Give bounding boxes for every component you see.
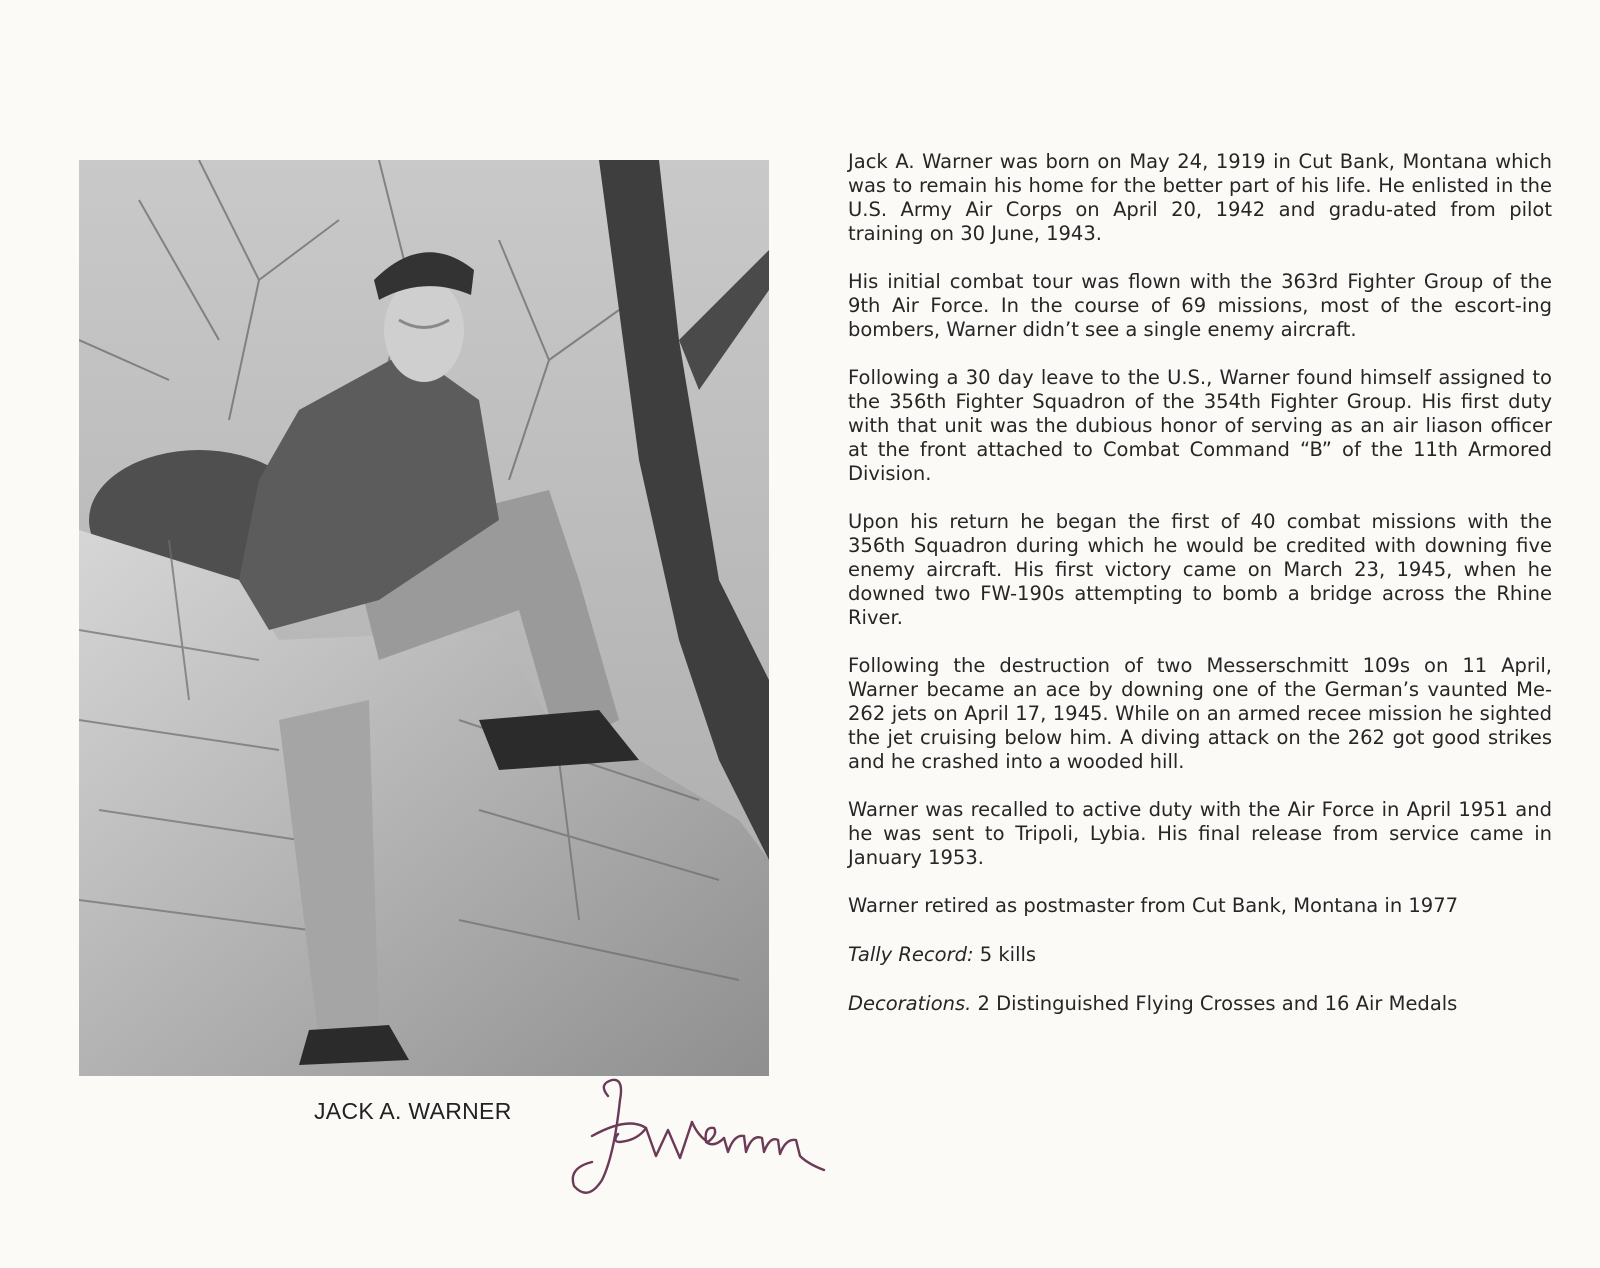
tally-record-value: 5 kills <box>973 943 1037 966</box>
portrait-illustration <box>79 160 769 1076</box>
biography <box>848 150 1552 1041</box>
signature-graphic <box>568 1076 830 1206</box>
pilot-portrait-photo <box>79 160 769 1076</box>
decorations-label: Decorations. <box>848 992 972 1015</box>
bio-paragraph-356th-assignment: Following a 30 day leave to the U.S., Warner found himself assigned to the 356th Fighter Squadron of the 354th Fighter Group. His first duty with that unit was the dubious honor of serving as an air liason officer at the front attached to Combat Command “B” of the 11th Armored Division. <box>848 366 1552 485</box>
bio-paragraph-recall: Warner was recalled to active duty with the Air Force in April 1951 and he was sent to Tripoli, Lybia. His final release from service came in January 1953. <box>848 798 1552 869</box>
tally-record <box>848 943 1552 967</box>
decorations <box>848 992 1552 1016</box>
decorations-value: 2 Distinguished Flying Crosses and 16 Air Medals <box>971 992 1458 1015</box>
bio-paragraph-first-tour: His initial combat tour was flown with the 363rd Fighter Group of the 9th Air Force. In the course of 69 missions, most of the escort-ing bombers, Warner didn’t see a single enemy aircraft. <box>848 270 1552 341</box>
bio-paragraph-combat-missions: Upon his return he began the first of 40 combat missions with the 356th Squadron during which he would be credited with downing five enemy aircraft. His first victory came on March 23, 1945, when he downed two FW-190s attempting to bomb a bridge across the Rhine River. <box>848 510 1552 629</box>
bio-paragraph-retirement: Warner retired as postmaster from Cut Bank, Montana in 1977 <box>848 894 1459 917</box>
photo-caption: JACK A. WARNER <box>314 1098 512 1124</box>
bio-paragraph-ace: Following the destruction of two Messerschmitt 109s on 11 April, Warner became an ace by downing one of the German’s vaunted Me-262 jets on April 17, 1945. While on an armed recee mission he sighted the jet cruising below him. A diving attack on the 262 got good strikes and he crashed into a wooded hill. <box>848 654 1552 773</box>
bio-paragraph-birth: Jack A. Warner was born on May 24, 1919 in Cut Bank, Montana which was to remain his home for the better part of his life. He enlisted in the U.S. Army Air Corps on April 20, 1942 and gradu-ated from pilot training on 30 June, 1943. <box>848 150 1552 245</box>
tally-record-label: Tally Record: <box>848 943 974 966</box>
